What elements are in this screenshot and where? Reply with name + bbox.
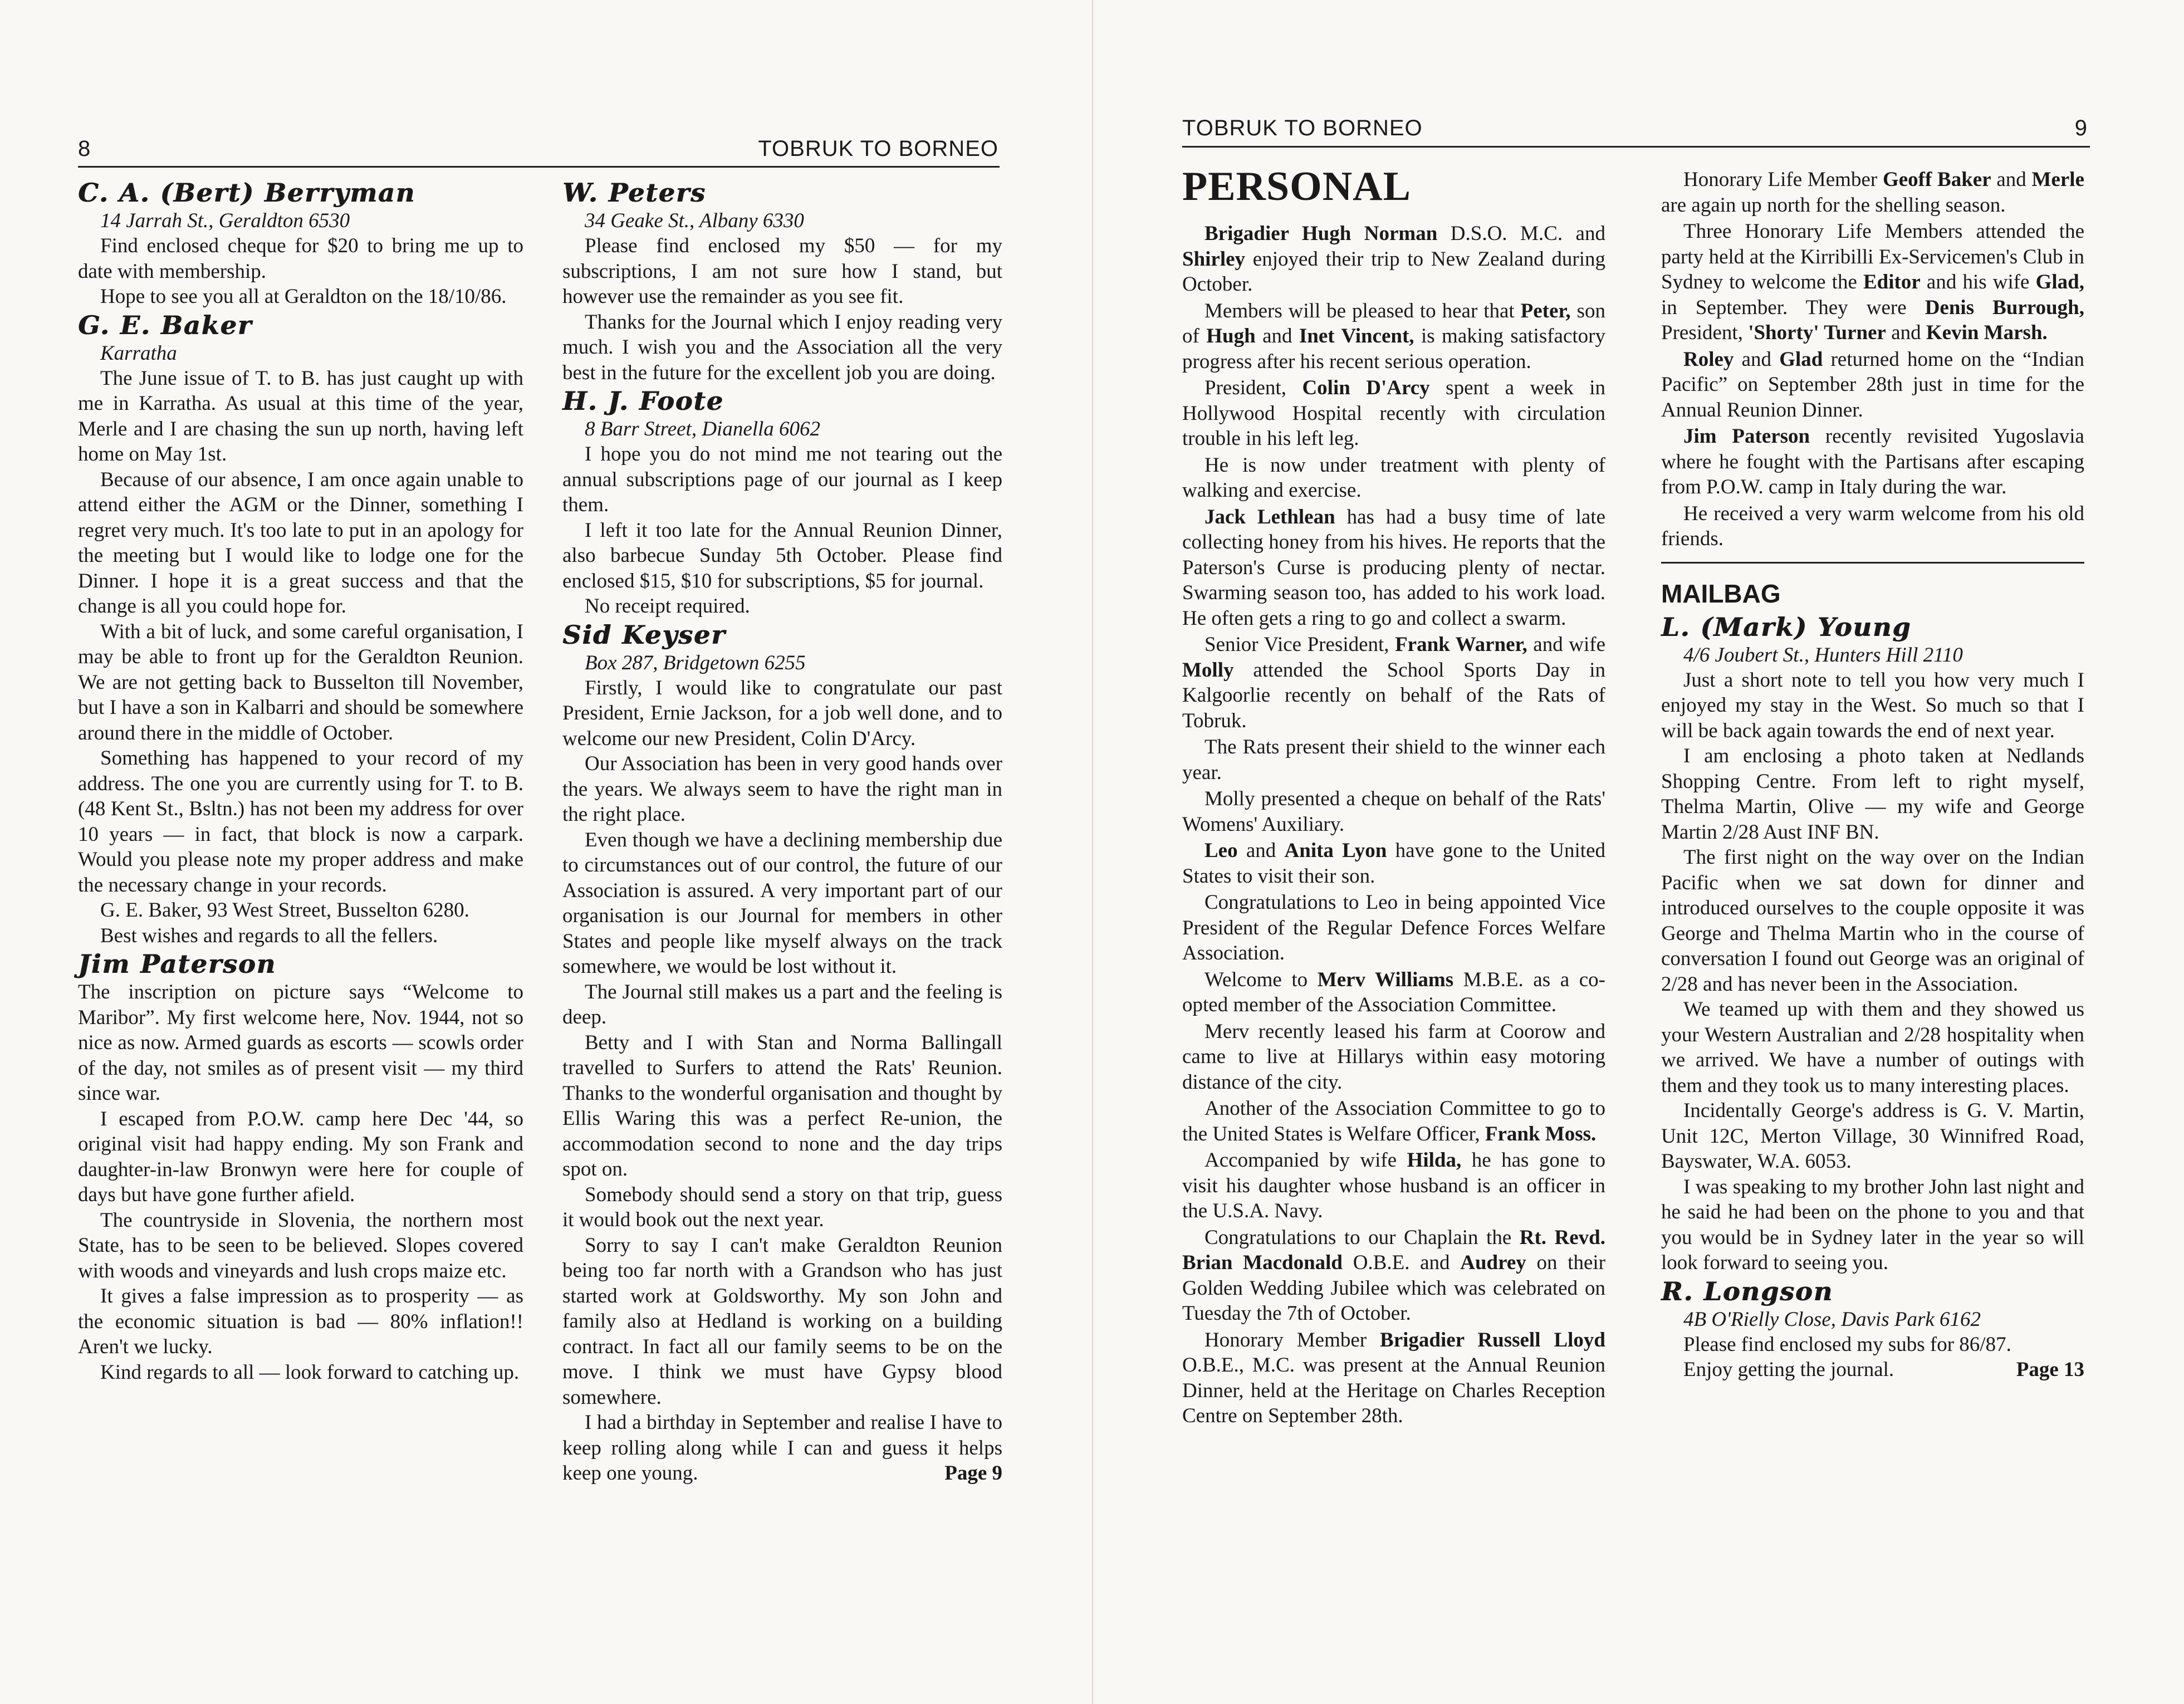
letter-address: Box 287, Bridgetown 6255	[585, 651, 806, 674]
name-bold: Inet Vincent,	[1299, 325, 1414, 347]
paragraph-text: Kind regards to all — look forward to catching up.	[100, 1360, 520, 1384]
text-run: and	[1991, 168, 2032, 191]
paragraph	[1661, 219, 2084, 346]
letter-paragraph	[78, 284, 523, 310]
letter-paragraph	[562, 310, 1002, 386]
paragraph-text: I am enclosing a photo taken at Nedlands Shopping Centre. From left to right myself, Thelma Martin, Olive — my wife and George Martin 2/28 Aust INF BN.	[1661, 745, 2084, 844]
paragraph	[1182, 735, 1605, 785]
column-left-1	[78, 177, 523, 1385]
paragraph	[1182, 1019, 1605, 1095]
paragraph	[1661, 167, 2084, 218]
paragraph	[1182, 505, 1605, 631]
text-run: Accompanied by wife	[1204, 1149, 1407, 1172]
paragraph-text: G. E. Baker, 93 West Street, Busselton 6280.	[100, 899, 469, 922]
paragraph	[1182, 838, 1605, 889]
letter-paragraph	[562, 675, 1002, 752]
running-header: TOBRUK TO BORNEO	[1182, 116, 1423, 140]
name-bold: Glad	[1779, 347, 1823, 371]
letter-author: H. J. Foote	[562, 386, 724, 416]
letter	[562, 177, 1002, 385]
letter-address: 4/6 Joubert St., Hunters Hill 2110	[1683, 643, 1963, 667]
name-bold: Denis Burrough,	[1925, 296, 2084, 319]
name-bold: Molly	[1182, 658, 1234, 682]
text-run: and	[1255, 325, 1299, 347]
column-right-1	[1182, 164, 1605, 1430]
letter-author: W. Peters	[562, 178, 706, 208]
text-run: He received a very warm welcome from his old friends.	[1661, 502, 2084, 550]
letter-paragraph	[562, 1182, 1002, 1233]
section-title-mailbag: MAILBAG	[1661, 579, 1781, 608]
letter-paragraph	[78, 619, 523, 746]
paragraph	[1182, 967, 1605, 1018]
paragraph-text: The first night on the way over on the Indian Pacific when we sat down for dinner and introduced ourselves to the couple opposite it was George and Thelma Martin who in the course of conversation I found out George was an original of 2/28 and has never been in the Association.	[1661, 846, 2084, 996]
name-bold: Geoff Baker	[1882, 168, 1991, 191]
text-run: Senior Vice President,	[1204, 633, 1395, 656]
letter-paragraph	[562, 442, 1002, 518]
paragraph-text: Because of our absence, I am once again unable to attend either the AGM or the Dinner, something I regret very much. It's too late to put in an apology for the meeting but I would like to lodge one for the Dinner. I hope it is a great success and that the change is all you could hope for.	[78, 468, 523, 618]
paragraph-text: The countryside in Slovenia, the northern most State, has to be seen to be believed. Slopes covered with woods and vineyards and lush crops maize etc.	[78, 1208, 523, 1282]
paragraph	[1661, 501, 2084, 552]
text-run: The Rats present their shield to the winner each year.	[1182, 736, 1605, 784]
paragraph-text: I had a birthday in September and realise I have to keep rolling along while I can and guess it helps keep one young.	[562, 1411, 1002, 1485]
text-run: and his wife	[1920, 271, 2036, 293]
letter-paragraph	[78, 746, 523, 898]
paragraph-text: Incidentally George's address is G. V. Martin, Unit 12C, Merton Village, 30 Winnifred Road, Bayswater, W.A. 6053.	[1661, 1099, 2084, 1173]
letter	[1661, 611, 2084, 1276]
paragraph-text: I left it too late for the Annual Reunion Dinner, also barbecue Sunday 5th October. Please find enclosed $15, $10 for subscriptions, $5 for journal.	[562, 518, 1002, 593]
text-run: and wife	[1527, 633, 1605, 656]
name-bold: Roley	[1683, 347, 1734, 371]
letter-address: 8 Barr Street, Dianella 6062	[585, 418, 821, 440]
paragraph	[1182, 453, 1605, 503]
paragraph-text: Enjoy getting the journal.	[1683, 1358, 1894, 1381]
text-run: Welcome to	[1204, 968, 1318, 991]
name-bold: Merv Williams	[1317, 968, 1454, 991]
name-bold: Merle	[2031, 168, 2084, 191]
paragraph-text: Somebody should send a story on that trip, guess it would book out the next year.	[562, 1183, 1002, 1231]
letter-address: 14 Jarrah St., Geraldton 6530	[100, 209, 350, 232]
text-run: Three Honorary Life Members attended the party held at the Kirribilli Ex-Servicemen's Club in Sydney to welcome the	[1661, 220, 2084, 293]
paragraph-text: Please find enclosed my $50 — for my subscriptions, I am not sure how I stand, but however use the remainder as you see fit.	[562, 234, 1002, 308]
name-bold: Jim Paterson	[1683, 425, 1810, 448]
text-run: is making satisfactory progress after his recent serious operation.	[1182, 325, 1605, 373]
text-run: Congratulations to Leo in being appointed Vice President of the Regular Defence Forces Welfare Association.	[1182, 891, 1605, 964]
header-rule	[78, 166, 1000, 168]
paragraph	[1182, 1328, 1605, 1429]
name-bold: Jack Lethlean	[1204, 505, 1335, 528]
letter-paragraph	[78, 1284, 523, 1360]
text-run: and	[1237, 839, 1285, 862]
page-number: 9	[2074, 116, 2088, 140]
text-run: son of	[1182, 299, 1605, 347]
name-bold: Frank Warner,	[1395, 633, 1527, 656]
paragraph-text: Betty and I with Stan and Norma Ballingall travelled to Surfers to attend the Rats' Reunion. Thanks to the wonderful organisation and thought by Ellis Waring this was a perfect Re-union, the accommodation second to none and the day trips spot on.	[562, 1031, 1002, 1181]
text-run: O.B.E., M.C. was present at the Annual Reunion Dinner, held at the Heritage on Charles Reception Centre on September 28th.	[1182, 1354, 1605, 1427]
letter	[562, 619, 1002, 1486]
text-run: in September. They were	[1661, 296, 1925, 319]
name-bold: 'Shorty' Turner	[1748, 321, 1886, 344]
letter-paragraph	[562, 518, 1002, 594]
page-reference: Page 9	[944, 1462, 1002, 1485]
paragraph-text: Sorry to say I can't make Geraldton Reunion being too far north with a Grandson who has just started work at Goldsworthy. My son John and family also at Hedland is working on a building contract. In fact all our family seems to be on the move. I think we must have Gypsy blood somewhere.	[562, 1233, 1002, 1409]
text-run: Members will be pleased to hear that	[1204, 299, 1521, 322]
page-reference: Page 13	[2016, 1358, 2084, 1381]
text-run: President,	[1661, 321, 1749, 344]
name-bold: Rt. Revd. Brian Macdonald	[1182, 1226, 1606, 1274]
letter-paragraph	[562, 827, 1002, 980]
letter-paragraph	[562, 1410, 1002, 1486]
letter-paragraph	[562, 594, 1002, 619]
personal-continued	[1661, 167, 2084, 552]
letter-paragraph	[1661, 1174, 2084, 1276]
page-number: 8	[78, 136, 91, 161]
name-bold: Brigadier Russell Lloyd	[1380, 1328, 1605, 1352]
letter	[78, 177, 523, 310]
text-run: D.S.O. M.C. and	[1437, 222, 1605, 245]
letter-author: Sid Keyser	[562, 619, 726, 650]
paragraph-text: Just a short note to tell you how very much I enjoyed my stay in the West. So much so that I will be back again towards the end of next year.	[1661, 668, 2084, 742]
paragraph-text: Please find enclosed my subs for 86/87.	[1683, 1333, 2011, 1356]
text-run: have gone to the United States to visit their son.	[1182, 839, 1605, 888]
letter-paragraph	[78, 1106, 523, 1208]
column-left-2	[562, 177, 1002, 1486]
text-run: enjoyed their trip to New Zealand during October.	[1182, 247, 1605, 296]
letter-paragraph	[78, 898, 523, 923]
paragraph-text: It gives a false impression as to prosperity — as the economic situation is bad — 80% inflation!! Aren't we lucky.	[78, 1285, 523, 1358]
paragraph	[1182, 375, 1605, 452]
letter-paragraph	[1661, 743, 2084, 845]
paragraph-text: We teamed up with them and they showed us your Western Australian and 2/28 hospitality when we arrived. We have a number of outings with them and they took us to many interesting places.	[1661, 998, 2084, 1097]
paragraph	[1661, 347, 2084, 423]
letter	[562, 385, 1002, 619]
text-run: M.B.E. as a co-opted member of the Association Committee.	[1182, 968, 1605, 1016]
text-run: Another of the Association Committee to go to the United States is Welfare Officer,	[1182, 1097, 1605, 1145]
paragraph-text: I was speaking to my brother John last night and he said he had been on the phone to you and that you would be in Sydney later in the year so will look forward to seeing you.	[1661, 1175, 2084, 1274]
letter	[78, 948, 523, 1385]
name-bold: Kevin Marsh.	[1926, 321, 2048, 344]
paragraph	[1182, 1096, 1605, 1147]
section-title-personal: PERSONAL	[1182, 164, 1411, 209]
paragraph-text: With a bit of luck, and some careful organisation, I may be able to front up for the Geraldton Reunion. We are not getting back to Busselton till November, but I have a son in Kalbarri and should be somewhere around there in the middle of October.	[78, 620, 523, 745]
name-bold: Glad,	[2035, 271, 2084, 293]
column-right-2	[1661, 167, 2084, 1383]
letter-paragraph	[562, 1030, 1002, 1182]
text-run: President,	[1204, 376, 1302, 399]
paragraph-text: I hope you do not mind me not tearing out the annual subscriptions page of our journal as I keep them.	[562, 443, 1002, 516]
text-run: Honorary Life Member	[1683, 168, 1883, 191]
text-run: Molly presented a cheque on behalf of the Rats' Womens' Auxiliary.	[1182, 787, 1605, 836]
paragraph	[1182, 1148, 1605, 1224]
letter-paragraph	[562, 1233, 1002, 1411]
paragraph-text: Something has happened to your record of my address. The one you are currently using for T. to B. (48 Kent St., Bsltn.) has not been my address for over 10 years — in fact, that block is now a carpark. Would you please note my proper address and make the necessary change in your records.	[78, 747, 523, 897]
paragraph-text: Our Association has been in very good hands over the years. We always seem to have the right man in the right place.	[562, 752, 1002, 826]
name-bold: Hilda,	[1407, 1149, 1462, 1172]
text-run: on their Golden Wedding Jubilee which was celebrated on Tuesday the 7th of October.	[1182, 1251, 1605, 1325]
paragraph	[1182, 890, 1605, 966]
letter-paragraph	[1661, 845, 2084, 997]
name-bold: Audrey	[1460, 1251, 1526, 1274]
paragraph-text: I escaped from P.O.W. camp here Dec '44, so original visit had happy ending. My son Frank and daughter-in-law Bronwyn were here for couple of days but have gone further afield.	[78, 1107, 523, 1206]
text-run: spent a week in Hollywood Hospital recently with circulation trouble in his left leg.	[1182, 376, 1605, 450]
letter-paragraph	[78, 923, 523, 949]
paragraph	[1182, 1225, 1605, 1326]
paragraph	[1182, 298, 1605, 375]
text-run: Congratulations to our Chaplain the	[1204, 1226, 1520, 1249]
right-page	[1092, 0, 2184, 1704]
paragraph-text: Best wishes and regards to all the fellers.	[100, 924, 438, 947]
text-run: he has gone to visit his daughter whose husband is an officer in the U.S.A. Navy.	[1182, 1149, 1605, 1222]
letter-paragraph	[562, 233, 1002, 310]
name-bold: Peter,	[1520, 299, 1571, 322]
paragraph-text: Hope to see you all at Geraldton on the 18/10/86.	[100, 285, 507, 308]
paragraph-text: No receipt required.	[585, 595, 750, 618]
letter-address: Karratha	[100, 341, 177, 365]
text-run: attended the School Sports Day in Kalgoorlie recently on behalf of the Rats of Tobruk.	[1182, 658, 1605, 732]
name-bold: Shirley	[1182, 247, 1246, 271]
letter-paragraph	[562, 980, 1002, 1030]
text-run: O.B.E. and	[1343, 1251, 1461, 1274]
text-run: Honorary Member	[1204, 1328, 1380, 1352]
paragraph-text: The June issue of T. to B. has just caught up with me in Karratha. As usual at this time of the year, Merle and I are chasing the sun up north, having left home on May 1st.	[78, 366, 523, 466]
letter-paragraph	[1661, 668, 2084, 744]
letter-paragraph	[1661, 1332, 2084, 1358]
paragraph	[1182, 786, 1605, 837]
letter	[78, 310, 523, 949]
paragraph	[1661, 424, 2084, 500]
text-run: and	[1734, 347, 1780, 371]
paragraph	[1182, 632, 1605, 733]
letter-author: C. A. (Bert) Berryman	[78, 178, 415, 208]
name-bold: Editor	[1863, 271, 1921, 293]
letter-paragraph	[78, 233, 523, 284]
letter-paragraph	[78, 1360, 523, 1385]
text-run: recently revisited Yugoslavia where he fought with the Partisans after escaping from P.O.W. camp in Italy during the war.	[1661, 425, 2084, 498]
text-run: Merv recently leased his farm at Coorow and came to live at Hillarys within easy motoring distance of the city.	[1182, 1020, 1605, 1094]
text-run: has had a busy time of late collecting honey from his hives. He reports that the Paterson's Curse is producing plenty of nectar. Swarming season too, has added to his work load. He often gets a ring to go and collect a swarm.	[1182, 505, 1606, 630]
letter-paragraph	[1661, 997, 2084, 1098]
letter-paragraph	[562, 751, 1002, 827]
paragraph-text: The inscription on picture says “Welcome to Maribor”. My first welcome here, Nov. 1944, not so nice as now. Armed guards as escorts — scowls order of the day, not smiles as of present visit — my third since war.	[78, 981, 523, 1105]
paragraph-text: Even though we have a declining membership due to circumstances out of our control, the future of our Association is assured. A very important part of our organisation is our Journal for members in other States and people like myself always on the track somewhere, we would be lost without it.	[562, 828, 1002, 978]
header-rule	[1182, 146, 2090, 148]
name-bold: Frank Moss.	[1485, 1122, 1597, 1145]
paragraph	[1182, 221, 1605, 297]
letter-paragraph	[1661, 1098, 2084, 1174]
letter-paragraph	[78, 366, 523, 467]
letter	[1661, 1276, 2084, 1383]
text-run: are again up north for the shelling season.	[1661, 193, 2006, 217]
letter-paragraph	[78, 1208, 523, 1284]
paragraph-text: Firstly, I would like to congratulate our past President, Ernie Jackson, for a job well done, and to welcome our new President, Colin D'Arcy.	[562, 676, 1002, 750]
letter-author: L. (Mark) Young	[1661, 611, 1912, 642]
letter-paragraph	[78, 980, 523, 1106]
text-run: returned home on the “Indian Pacific” on September 28th just in time for the Annual Reunion Dinner.	[1661, 347, 2084, 422]
name-bold: Anita Lyon	[1284, 839, 1387, 862]
letter-paragraph	[78, 467, 523, 619]
text-run: He is now under treatment with plenty of walking and exercise.	[1182, 453, 1605, 502]
section-divider	[1661, 562, 2084, 564]
letter-author: Jim Paterson	[78, 949, 276, 979]
name-bold: Brigadier Hugh Norman	[1204, 222, 1438, 245]
running-header: TOBRUK TO BORNEO	[758, 136, 998, 161]
letter-author: R. Longson	[1661, 1276, 1833, 1306]
letter-paragraph	[1661, 1357, 2084, 1383]
name-bold: Hugh	[1206, 325, 1256, 347]
text-run: and	[1886, 321, 1926, 344]
letter-address: 4B O'Rielly Close, Davis Park 6162	[1683, 1308, 1981, 1331]
paragraph-text: Find enclosed cheque for $20 to bring me up to date with membership.	[78, 234, 523, 283]
name-bold: Colin D'Arcy	[1302, 376, 1430, 399]
letter-address: 34 Geake St., Albany 6330	[585, 209, 804, 232]
letter-author: G. E. Baker	[78, 310, 252, 340]
paragraph-text: The Journal still makes us a part and the feeling is deep.	[562, 980, 1002, 1029]
name-bold: Leo	[1204, 839, 1238, 862]
paragraph-text: Thanks for the Journal which I enjoy reading very much. I wish you and the Association all the very best in the future for the excellent job you are doing.	[562, 310, 1002, 384]
